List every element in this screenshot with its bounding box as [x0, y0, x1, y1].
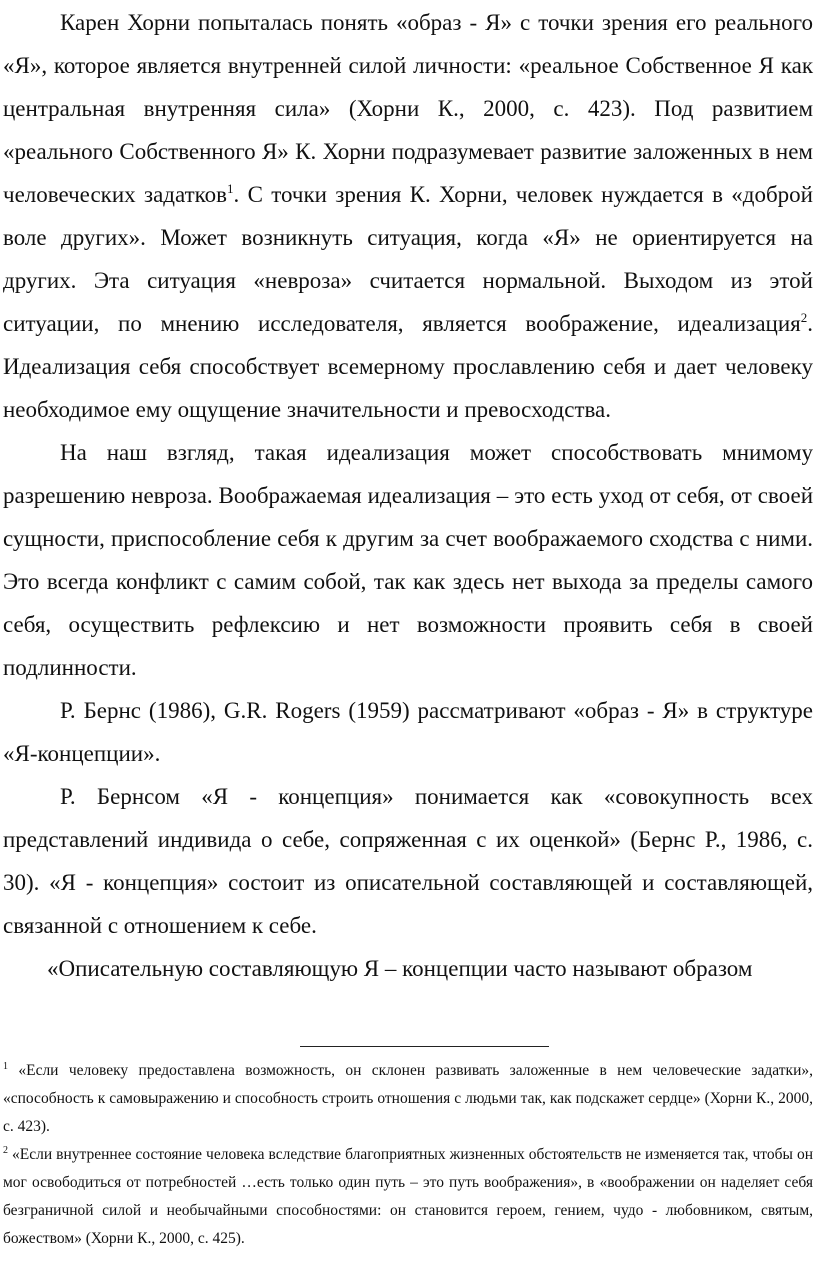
- footnote-text: «Если человеку предоставлена возможность, он склонен развивать заложенные в нем человеческие задатки», «способность к самовыражению и способность строить отношения с людьми так, как подскажет сердце» (Хорни К., 2000, с. 423).: [3, 1062, 813, 1135]
- paragraph-text: . С точки зрения К. Хорни, человек нуждается в «доброй воле других». Может возникнуть ситуация, когда «Я» не ориентируется на других. Эта ситуация «невроза» считается нормальной. Выходом из этой ситуации, по мнению исследователя, является воображение, идеализация: [3, 182, 813, 336]
- paragraph-idealization: На наш взгляд, такая идеализация может способствовать мнимому разрешению невроза. Воображаемая идеализация – это есть уход от себя, от своей сущности, приспособление себя к другим за счет воображаемого сходства с ними. Это всегда конфликт с самим собой, так как здесь нет выхода за пределы самого себя, осуществить рефлексию и нет возможности проявить себя в своей подлинности.: [3, 440, 813, 680]
- paragraph-text: . Идеализация себя способствует всемерному прославлению себя и дает человеку необходимое ему ощущение значительности и превосходства.: [3, 311, 813, 422]
- footnote-1: [3, 1057, 813, 1141]
- footnote-2: [3, 1141, 813, 1253]
- paragraph-text: Карен Хорни попыталась понять «образ - Я» с точки зрения его реального «Я», которое является внутренней силой личности: «реальное Собственное Я как центральная внутренняя сила» (Хорни К., 2000, с. 423). Под развитием «реального Собственного Я» К. Хорни подразумевает развитие заложенных в нем человеческих задатков: [3, 10, 813, 207]
- footnote-ref-1[interactable]: 1: [227, 181, 234, 196]
- footnote-ref-2[interactable]: 2: [800, 310, 808, 325]
- paragraph-self-concept: Р. Бернсом «Я - концепция» понимается как «совокупность всех представлений индивида о себе, сопряженная с их оценкой» (Бернс Р., 1986, с. 30). «Я - концепция» состоит из описательной составляющей и составляющей, связанной с отношением к себе.: [3, 784, 813, 938]
- footnotes: [3, 1057, 813, 1253]
- footnote-marker: 2: [3, 1145, 8, 1156]
- paragraph-descriptive-component: «Описательную составляющую Я – концепции часто называют образом: [47, 956, 753, 981]
- footnote-separator: [300, 1046, 549, 1047]
- main-text: [3, 1, 813, 990]
- paragraph-burns-rogers: Р. Бернс (1986), G.R. Rogers (1959) рассматривают «образ - Я» в структуре «Я-концепции».: [3, 698, 813, 766]
- footnote-text: «Если внутреннее состояние человека вследствие благоприятных жизненных обстоятельств не изменяется так, чтобы он мог освободиться от потребностей …есть только один путь – это путь воображения», в «воображении он наделяет себя безграничной силой и необычайными способностями: он становится героем, гением, чудо - любовником, святым, божеством» (Хорни К., 2000, с. 425).: [3, 1146, 813, 1247]
- paragraph-horney: [3, 1, 813, 431]
- footnote-marker: 1: [3, 1061, 8, 1072]
